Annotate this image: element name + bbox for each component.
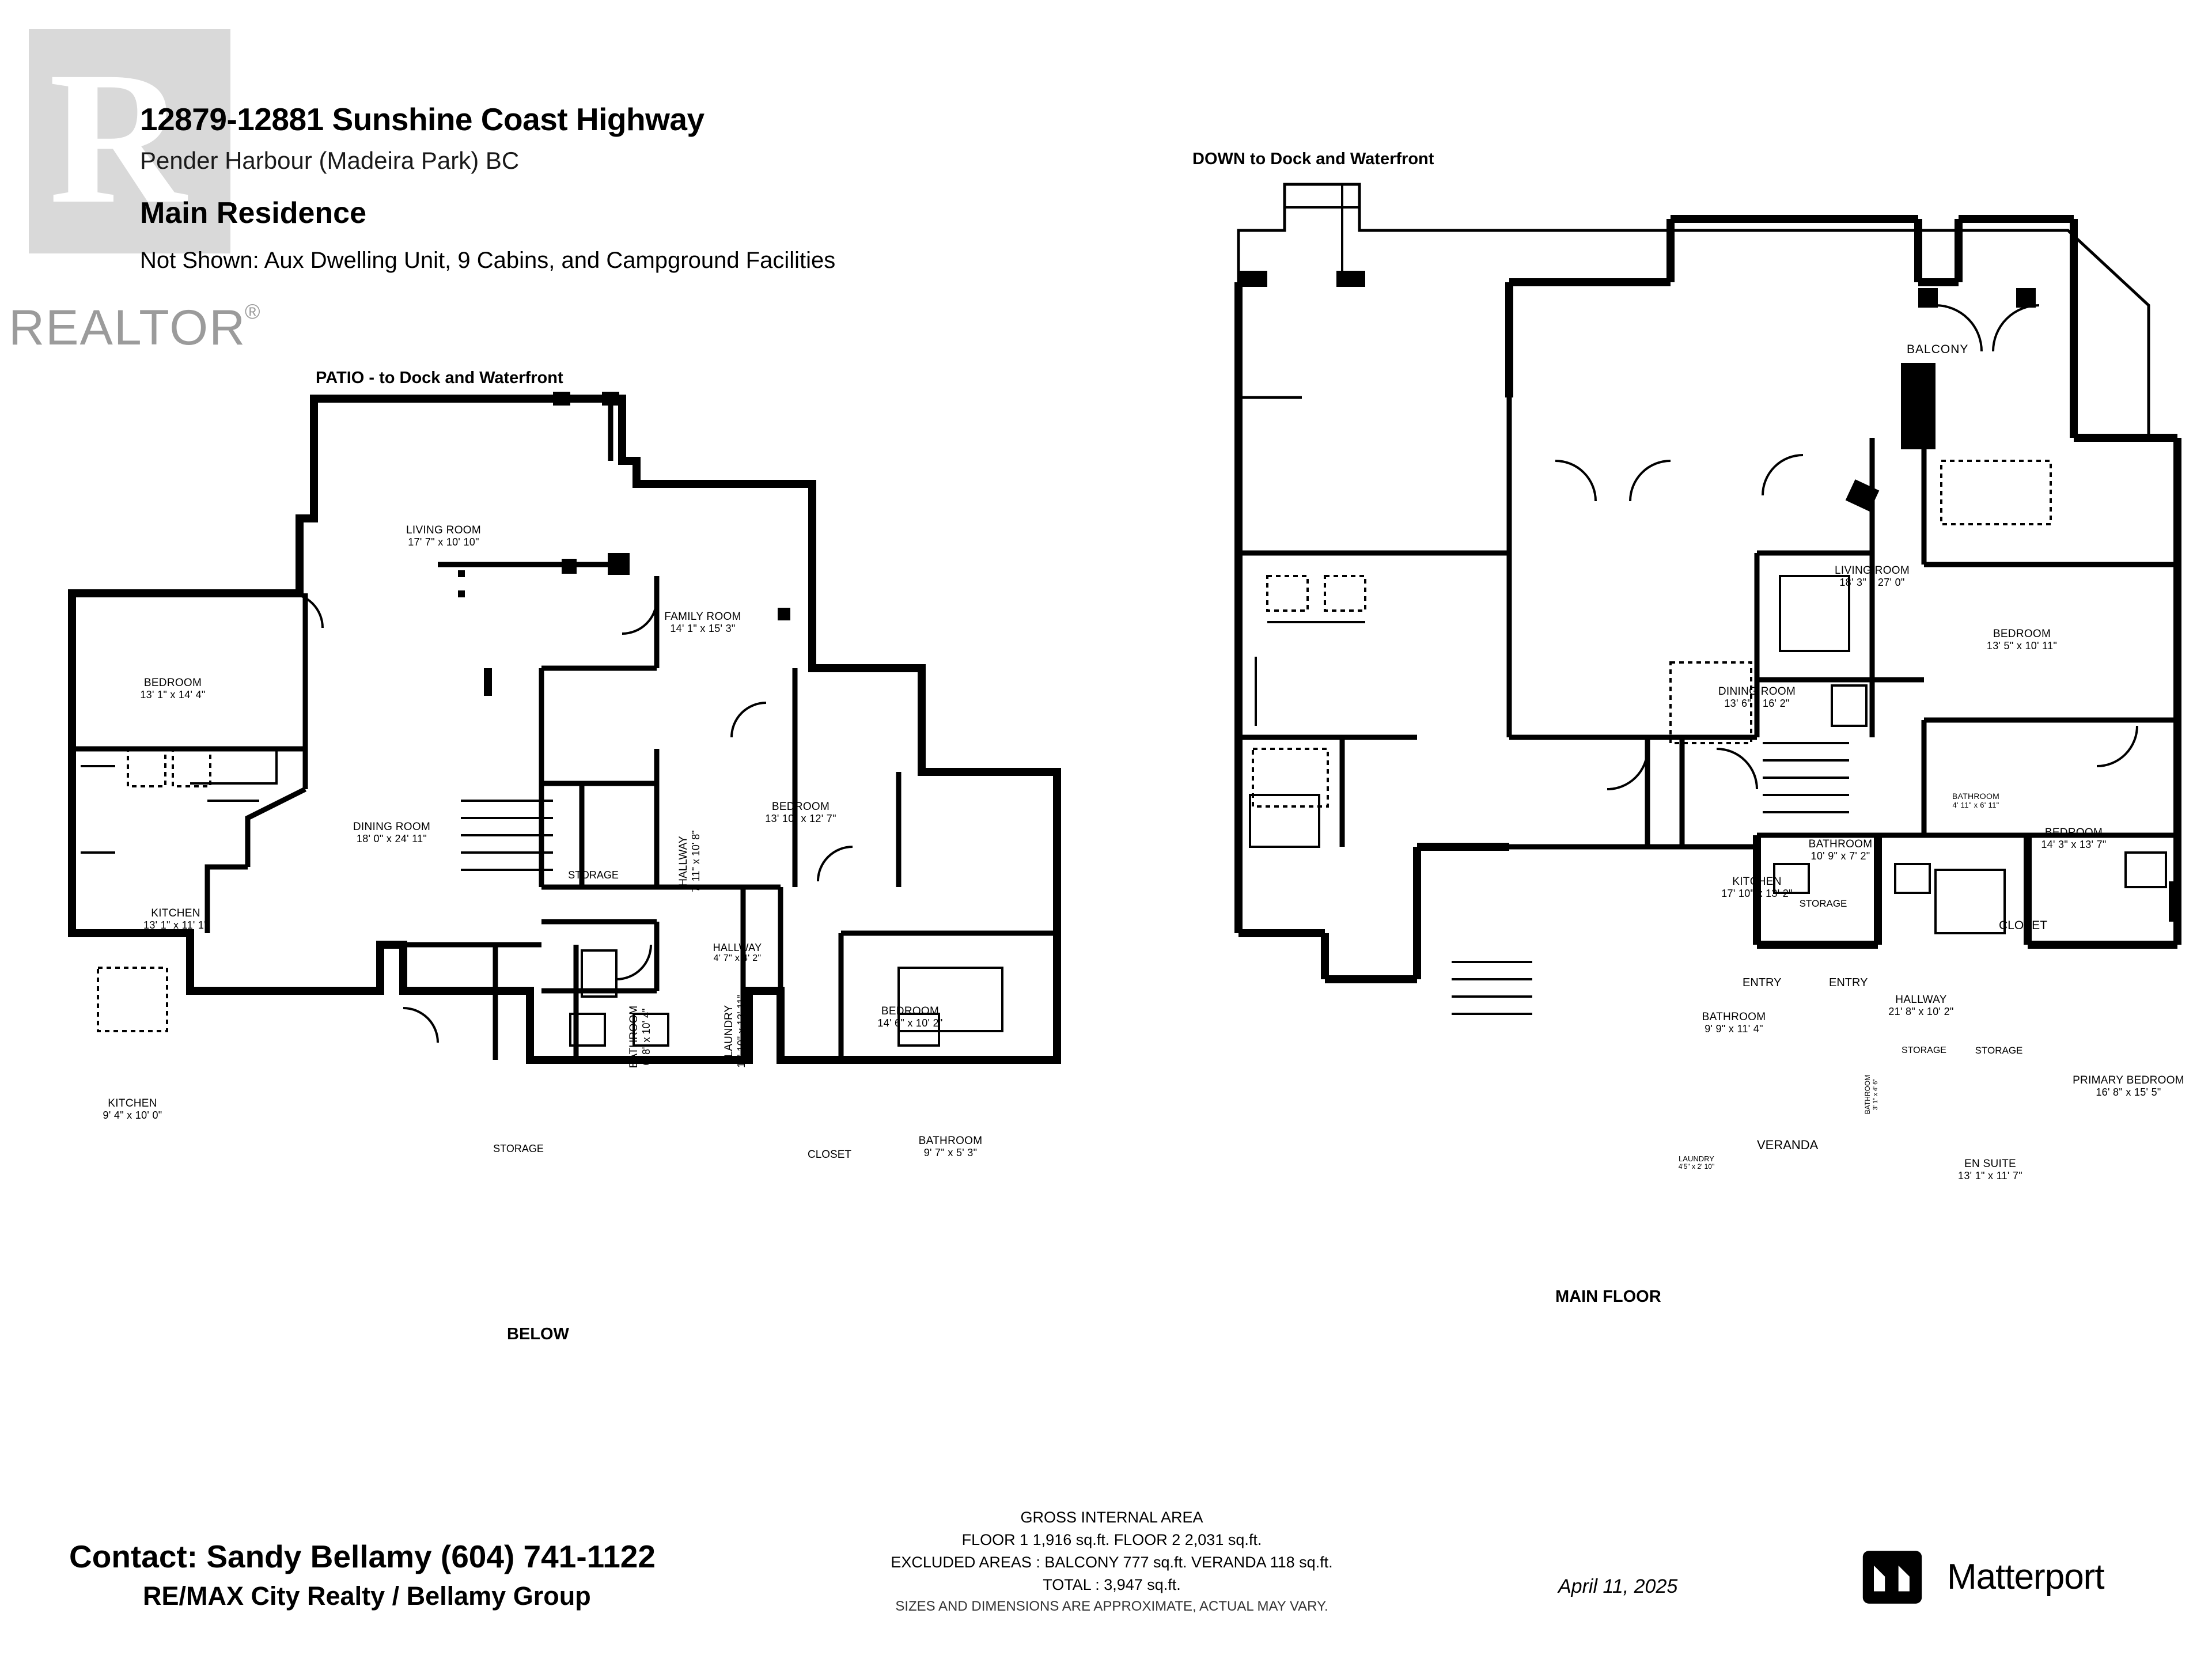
main-room-label-entry-2: ENTRY xyxy=(1829,976,1868,989)
contact-line: Contact: Sandy Bellamy (604) 741-1122 xyxy=(69,1539,656,1574)
main-room-label-closet: CLOSET xyxy=(1999,919,2048,932)
page-subtitle-city: Pender Harbour (Madeira Park) BC xyxy=(140,147,520,174)
page-note: Not Shown: Aux Dwelling Unit, 9 Cabins, and Campground Facilities xyxy=(140,248,836,273)
main-room-label-living-room: LIVING ROOM 18' 3" x 27' 0" xyxy=(1835,565,1910,589)
main-room-label-dining-room: DINING ROOM 13' 6" x 16' 2" xyxy=(1718,685,1796,710)
gia-disclaimer: SIZES AND DIMENSIONS ARE APPROXIMATE, ACTUAL MAY VARY. xyxy=(895,1598,1328,1614)
plan-date: April 11, 2025 xyxy=(1558,1575,1678,1597)
room-label-kitchen-1: KITCHEN 13' 1" x 11' 1" xyxy=(143,907,208,931)
room-label-bedroom-2: BEDROOM 13' 10" x 12' 7" xyxy=(765,801,836,825)
brokerage-line: RE/MAX City Realty / Bellamy Group xyxy=(143,1581,591,1611)
floorplan-main: DOWN to Dock and Waterfront BALCONY LIVING ROOM 18' 3" x 27' 0" BEDROOM 13' 5" x 10' 11" DINING ROOM 13' 6" x 16' 2" BEDROOM 14' 3" x 13' 7" BATHROOM 4' 11" x 6' 11" BATHROOM 10' 9" x 7' 2" STORAGE KITCHEN 17' 10" x 13' 2" CLOSET ENTRY ENTRY HALLWAY 21' 8" x 10' 2" BATHROOM 9' 9" x 11' 4" STORAGE STORAGE PRIMARY BEDROOM 16' 8" x 15' 5" LAUNDRY 4'5" x 2' 10" VERANDA BATHROOM 3' 1" x 4' 6" EN SUITE 13' 1" x 11' 7" MAIN FLOOR xyxy=(1094,115,2212,1382)
room-label-storage-1: STORAGE xyxy=(568,869,619,881)
matterport-logo xyxy=(1861,1544,2183,1619)
room-label-family-room: FAMILY ROOM 14' 1" x 15' 3" xyxy=(664,611,741,635)
main-room-label-bedroom-2: BEDROOM 14' 3" x 13' 7" xyxy=(2041,827,2107,851)
gia-title: GROSS INTERNAL AREA xyxy=(1020,1509,1203,1526)
main-room-label-entry-1: ENTRY xyxy=(1743,976,1782,989)
main-down-label: DOWN to Dock and Waterfront xyxy=(1192,150,1434,168)
gia-floors: FLOOR 1 1,916 sq.ft. FLOOR 2 2,031 sq.ft. xyxy=(961,1531,1262,1549)
room-label-dining-room: DINING ROOM 18' 0" x 24' 11" xyxy=(353,821,431,845)
gia-excluded: EXCLUDED AREAS : BALCONY 777 sq.ft. VERANDA 118 sq.ft. xyxy=(891,1554,1333,1571)
page-title: 12879-12881 Sunshine Coast Highway xyxy=(140,101,704,137)
main-room-label-hallway: HALLWAY 21' 8" x 10' 2" xyxy=(1888,994,1954,1018)
main-room-label-veranda: VERANDA xyxy=(1757,1138,1819,1152)
main-room-label-storage-2: STORAGE xyxy=(1902,1046,1946,1055)
main-room-label-storage-3: STORAGE xyxy=(1975,1045,2023,1056)
room-label-storage-2: STORAGE xyxy=(493,1143,544,1154)
main-plan-drawing xyxy=(1094,115,2212,1382)
room-label-bedroom-3: BEDROOM 14' 6" x 10' 2" xyxy=(877,1005,943,1029)
room-label-closet-1: CLOSET xyxy=(807,1149,852,1161)
below-plan-drawing xyxy=(0,346,1094,1382)
gross-internal-area xyxy=(824,1506,1400,1616)
registered-mark-icon: ® xyxy=(245,300,260,323)
room-label-hallway-2: HALLWAY 4' 7" x 4' 2" xyxy=(713,942,762,964)
room-label-bathroom-2: BATHROOM 9' 7" x 5' 3" xyxy=(918,1135,983,1159)
page-subtitle-residence: Main Residence xyxy=(140,196,367,230)
balcony-label: BALCONY xyxy=(1907,343,1969,356)
below-patio-label: PATIO - to Dock and Waterfront xyxy=(316,369,563,387)
main-room-label-bathroom-main: BATHROOM 9' 9" x 11' 4" xyxy=(1702,1011,1766,1035)
main-room-label-bedroom-1: BEDROOM 13' 5" x 10' 11" xyxy=(1986,628,2058,652)
realtor-logo-wordmark: REALTOR xyxy=(9,300,247,355)
realtor-logo-letter: R xyxy=(49,33,187,243)
main-room-label-storage-1: STORAGE xyxy=(1799,898,1847,909)
room-label-living-room: LIVING ROOM 17' 7" x 10' 10" xyxy=(406,524,481,548)
main-room-label-laundry: LAUNDRY 4'5" x 2' 10" xyxy=(1678,1154,1715,1171)
main-room-label-kitchen: KITCHEN 17' 10" x 13' 2" xyxy=(1721,876,1793,900)
matterport-icon xyxy=(1861,1550,1924,1605)
room-label-bedroom-1: BEDROOM 13' 1" x 14' 4" xyxy=(140,677,206,701)
main-caption: MAIN FLOOR xyxy=(1555,1287,1661,1306)
below-caption: BELOW xyxy=(507,1325,569,1343)
matterport-wordmark: Matterport xyxy=(1947,1557,2104,1597)
main-room-label-en-suite: EN SUITE 13' 1" x 11' 7" xyxy=(1958,1158,2022,1182)
main-room-label-bathroom-1: BATHROOM 10' 9" x 7' 2" xyxy=(1808,838,1873,862)
room-label-kitchen-2: KITCHEN 9' 4" x 10' 0" xyxy=(103,1097,162,1122)
main-room-label-primary-bedroom: PRIMARY BEDROOM 16' 8" x 15' 5" xyxy=(2073,1074,2184,1099)
main-room-label-bathroom-small: BATHROOM 4' 11" x 6' 11" xyxy=(1952,791,2000,809)
floorplan-below: PATIO - to Dock and Waterfront LIVING ROOM 17' 7" x 10' 10" FAMILY ROOM 14' 1" x 15' 3" BEDROOM 13' 1" x 14' 4" DINING ROOM 18' 0" x 24' 11" BEDROOM 13' 10" x 12' 7" KITCHEN 13' 1" x 11' 1" STORAGE HALLWAY 7' 11" x 10' 8" HALLWAY 4' 7" x 4' 2" BEDROOM 14' 6" x 10' 2" KITCHEN 9' 4" x 10' 0" STORAGE BATHROOM 6' 8" x 10' 4" LAUNDRY 12' 10" x 13' 11" CLOSET BATHROOM 9' 7" x 5' 3" BELOW xyxy=(0,346,1094,1382)
gia-total: TOTAL : 3,947 sq.ft. xyxy=(1043,1576,1181,1594)
